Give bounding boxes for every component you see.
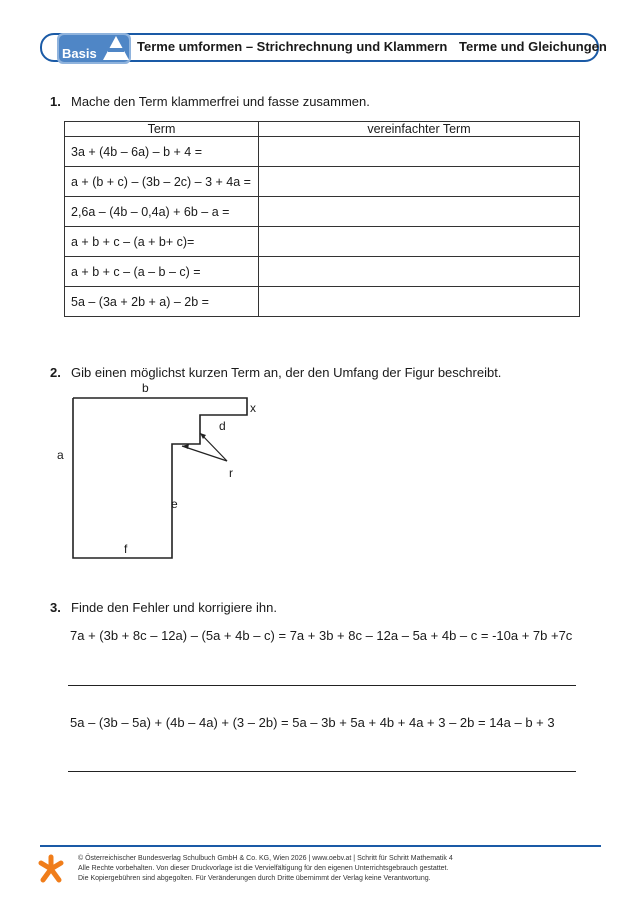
column-header-simplified: vereinfachter Term [259,122,580,137]
term-cell: a + b + c – (a + b+ c)= [65,227,259,257]
equation-1: 7a + (3b + 8c – 12a) – (5a + 4b – c) = 7a + 3b + 8c – 12a – 5a + 4b – c = -10a + 7b +7c [70,628,573,643]
footer-disclaimer: Die Kopiergebühren sind abgegolten. Für Veränderungen durch Dritte übernimmt der Verlag keine Verantwortung. [78,875,431,882]
logo-text: Basis [62,46,97,61]
footer-divider [40,845,601,847]
term-cell: 5a – (3a + 2b + a) – 2b = [65,287,259,317]
footer-copyright: © Österreichischer Bundesverlag Schulbuch GmbH & Co. KG, Wien 2026 | www.oebv.at | Schritt für Schritt Mathematik 4 [78,855,453,862]
label-d: d [219,419,226,433]
term-cell: a + b + c – (a – b – c) = [65,257,259,287]
term-cell: 2,6a – (4b – 0,4a) + 6b – a = [65,197,259,227]
term-cell: a + (b + c) – (3b – 2c) – 3 + 4a = [65,167,259,197]
task2-instruction: Gib einen möglichst kurzen Term an, der den Umfang der Figur beschreibt. [71,365,502,380]
answer-line-2[interactable] [68,771,576,772]
label-r: r [229,466,233,480]
equation-2: 5a – (3b – 5a) + (4b – 4a) + (3 – 2b) = 5a – 3b + 5a + 4b + 4a + 3 – 2b = 14a – b + 3 [70,715,555,730]
task2-number: 2. [50,365,61,380]
publisher-star-icon [38,854,64,884]
worksheet-title: Terme umformen – Strichrechnung und Klammern [137,39,448,54]
task1-number: 1. [50,94,61,109]
label-e: e [171,497,178,511]
worksheet-topic: Terme und Gleichungen [459,39,607,54]
task1-instruction: Mache den Term klammerfrei und fasse zusammen. [71,94,370,109]
answer-line-1[interactable] [68,685,576,686]
footer-rights: Alle Rechte vorbehalten. Von dieser Druckvorlage ist die Vervielfältigung für den eigenen Unterrichtsgebrauch gestattet. [78,865,449,872]
term-cell: 3a + (4b – 6a) – b + 4 = [65,137,259,167]
label-f: f [124,542,128,556]
task3-instruction: Finde den Fehler und korrigiere ihn. [71,600,277,615]
column-header-term: Term [65,122,259,137]
label-x: x [250,401,256,415]
task3-number: 3. [50,600,61,615]
label-b: b [142,381,149,395]
label-a: a [57,448,64,462]
